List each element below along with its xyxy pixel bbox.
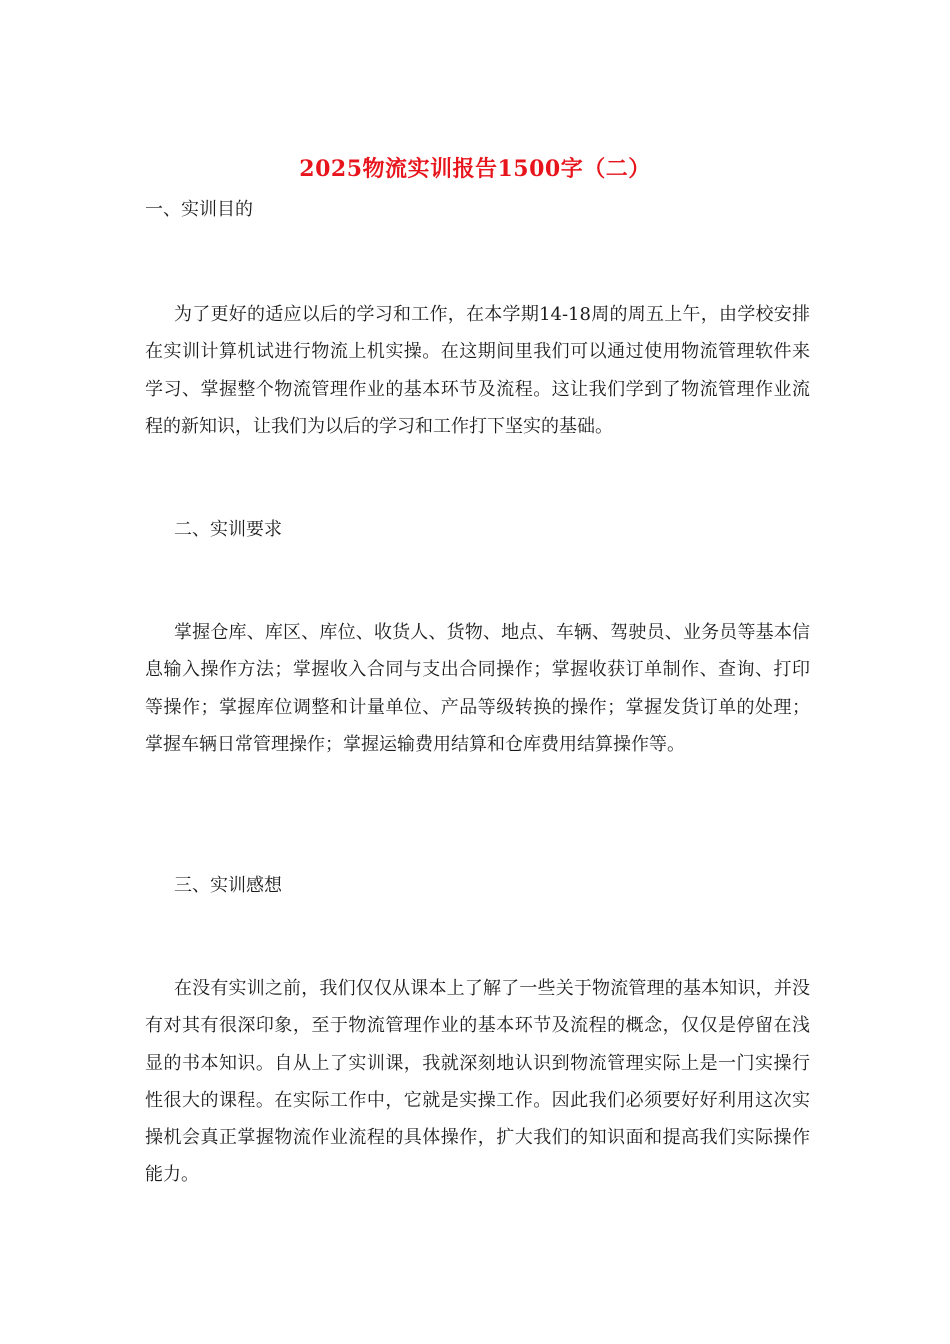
section-heading-reflections: 三、实训感想 [174,875,282,896]
section-heading-purpose: 一、实训目的 [145,199,253,220]
document-title: 2025物流实训报告1500字（二） [299,156,651,182]
section-body-purpose: 为了更好的适应以后的学习和工作，在本学期14-18周的周五上午，由学校安排在实训计算机试进行物流上机实操。在这期间里我们可以通过使用物流管理软件来学习、掌握整个物流管理作业的基本环节及流程。这让我们学到了物流管理作业流程的新知识，让我们为以后的学习和工作打下坚实的基础。 [145,304,810,437]
section-body-reflections: 在没有实训之前，我们仅仅从课本上了解了一些关于物流管理的基本知识，并没有对其有很深印象，至于物流管理作业的基本环节及流程的概念，仅仅是停留在浅显的书本知识。自从上了实训课，我就深刻地认识到物流管理实际上是一门实操行性很大的课程。在实际工作中，它就是实操工作。因此我们必须要好好利用这次实操机会真正掌握物流作业流程的具体操作，扩大我们的知识面和提高我们实际操作能力。 [145,978,810,1186]
section-heading-requirements: 二、实训要求 [174,519,282,540]
section-body-requirements: 掌握仓库、库区、库位、收货人、货物、地点、车辆、驾驶员、业务员等基本信息输入操作方法；掌握收入合同与支出合同操作；掌握收获订单制作、查询、打印等操作；掌握库位调整和计量单位、产品等级转换的操作；掌握发货订单的处理；掌握车辆日常管理操作；掌握运输费用结算和仓库费用结算操作等。 [145,622,810,755]
